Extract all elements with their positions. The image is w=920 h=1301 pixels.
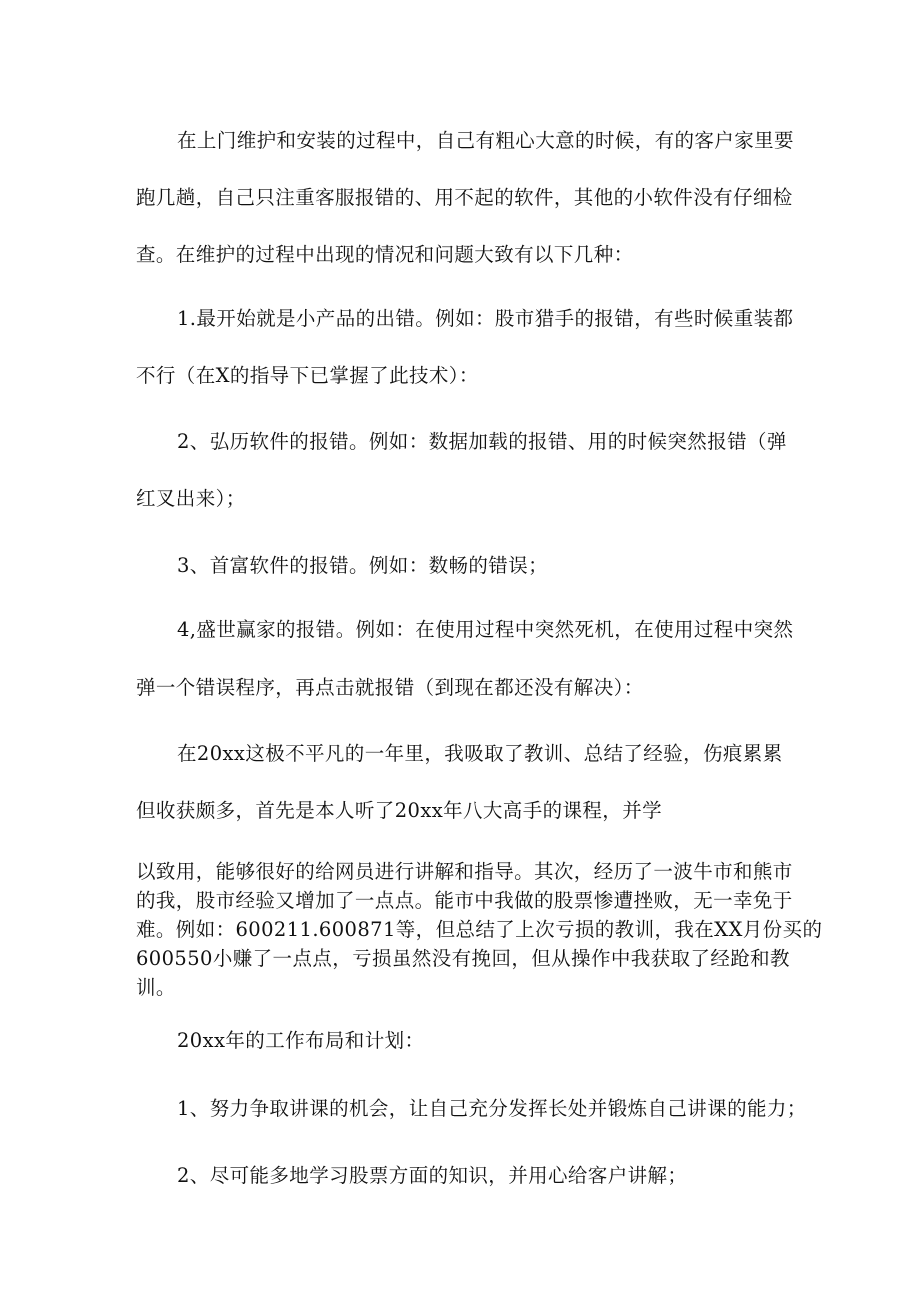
paragraph-line: 在20xx这极不平凡的一年里，我吸取了教训、总结了经验，伤痕累累 xyxy=(177,742,783,765)
plan-heading: 20xx年的工作布局和计划： xyxy=(177,1029,425,1052)
dense-line: 以致用，能够很好的给网员进行讲解和指导。其次，经历了一波牛市和熊市 xyxy=(136,860,793,883)
dense-line: 难。例如：600211.600871等，但总结了上次亏损的教训，我在XX月份买的 xyxy=(136,918,823,941)
dense-line: 的我，股市经验又增加了一点点。能市中我做的股票惨遭挫败，无一幸免于 xyxy=(136,889,793,912)
plan-item: 1、努力争取讲课的机会，让自己充分发挥长处并锻炼自己讲课的能力； xyxy=(177,1097,807,1120)
list-item-line: 弹一个错误程序，再点击就报错（到现在都还没有解决）： xyxy=(136,676,644,699)
plan-item: 2、尽可能多地学习股票方面的知识，并用心给客户讲解； xyxy=(177,1164,688,1187)
list-item-line: 不行（在X的指导下已掌握了此技术）： xyxy=(136,364,479,387)
paragraph-line: 在上门维护和安装的过程中，自己有粗心大意的时候，有的客户家里要 xyxy=(177,129,794,152)
dense-paragraph xyxy=(136,857,822,1002)
list-item-line: 红叉出来）； xyxy=(136,487,246,510)
list-item-line: 3、首富软件的报错。例如：数畅的错误； xyxy=(177,554,549,577)
dense-line: 训。 xyxy=(136,976,176,999)
list-item-line: 4,盛世赢家的报错。例如：在使用过程中突然死机，在使用过程中突然 xyxy=(177,618,794,641)
paragraph-line: 但收获颇多，首先是本人听了20xx年八大高手的课程，并学 xyxy=(136,799,663,822)
paragraph-line: 查。在维护的过程中出现的情况和问题大致有以下几种： xyxy=(136,243,634,266)
paragraph-line: 跑几趟，自己只注重客服报错的、用不起的软件，其他的小软件没有仔细检 xyxy=(136,186,793,209)
list-item-line: 1.最开始就是小产品的出错。例如：股市猎手的报错，有些时候重装都 xyxy=(177,307,794,330)
list-item-line: 2、弘历软件的报错。例如：数据加载的报错、用的时候突然报错（弹 xyxy=(177,430,787,453)
dense-line: 600550小赚了一点点，亏损虽然没有挽回，但从操作中我获取了经跄和教 xyxy=(136,947,790,970)
